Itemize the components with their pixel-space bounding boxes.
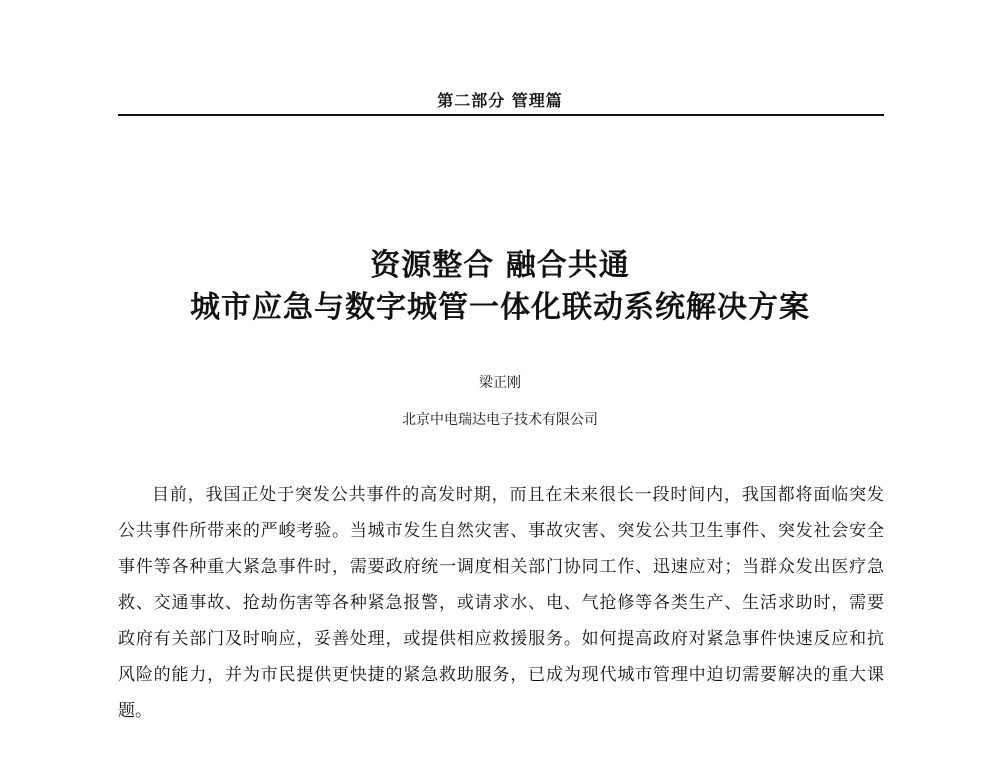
paragraph-line: 公共事件所带来的严峻考验。当城市发生自然灾害、事故灾害、突发公共卫生事件、突发社会安全	[118, 521, 884, 541]
header-rule	[118, 114, 884, 116]
paragraph-line: 政府有关部门及时响应，妥善处理，或提供相应救援服务。如何提高政府对紧急事件快速反应和抗	[118, 629, 884, 649]
paragraph-line: 风险的能力，并为市民提供更快捷的紧急救助服务，已成为现代城市管理中迫切需要解决的重大课	[118, 665, 884, 685]
author-affiliation: 北京中电瑞达电子技术有限公司	[402, 412, 598, 428]
paragraph-line: 事件等各种重大紧急事件时，需要政府统一调度相关部门协同工作、迅速应对；当群众发出医疗急	[118, 557, 884, 577]
running-header: 第二部分 管理篇	[437, 91, 563, 110]
author-name: 梁正刚	[479, 375, 521, 391]
paragraph-line: 题。	[118, 701, 152, 721]
body-paragraph	[118, 480, 884, 732]
paragraph-line: 救、交通事故、抢劫伤害等各种紧急报警，或请求水、电、气抢修等各类生产、生活求助时，需要	[118, 593, 884, 613]
article-title-line-2: 城市应急与数字城管一体化联动系统解决方案	[190, 290, 810, 325]
paragraph-line: 目前，我国正处于突发公共事件的高发时期，而且在未来很长一段时间内，我国都将面临突发	[152, 485, 884, 505]
article-title-line-1: 资源整合 融合共通	[370, 248, 630, 283]
